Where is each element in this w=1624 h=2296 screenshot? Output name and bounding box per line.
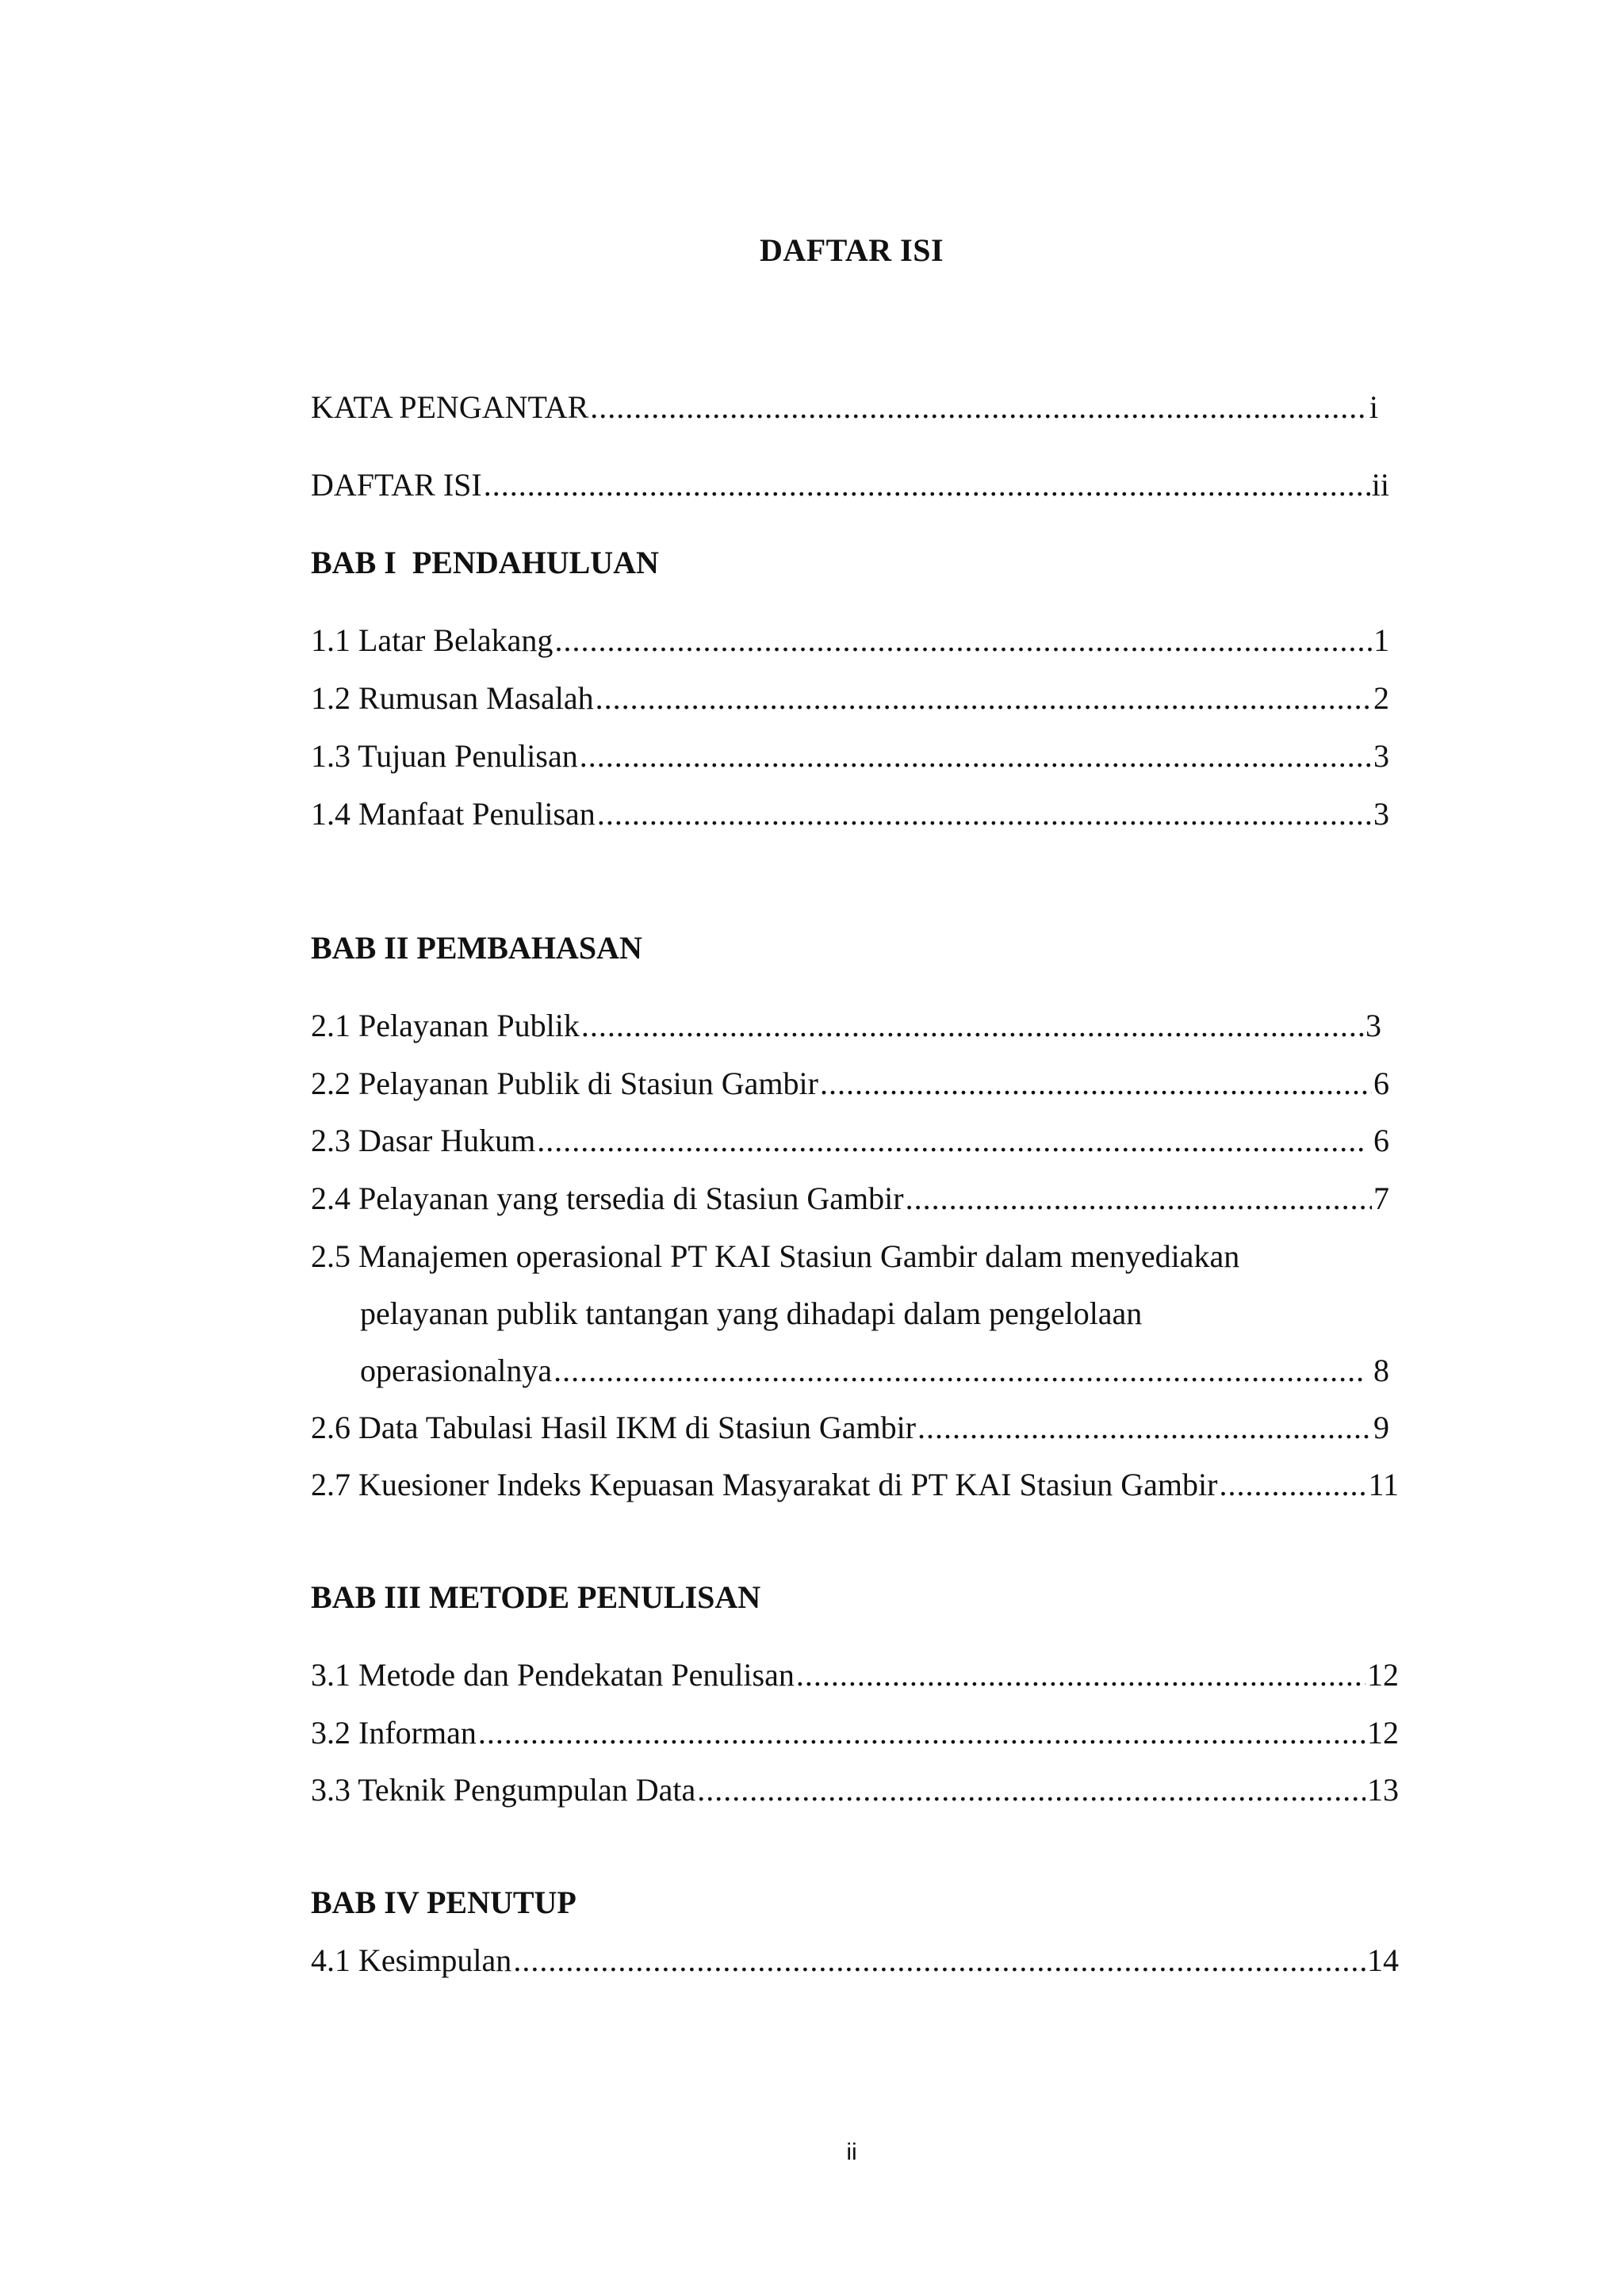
toc-entry[interactable] (311, 737, 1389, 775)
dot-leader (796, 1656, 1365, 1694)
toc-entry[interactable] (311, 795, 1389, 833)
dot-leader (917, 1409, 1372, 1447)
toc-entry-label: KATA PENGANTAR (311, 389, 589, 425)
toc-entry[interactable] (311, 1771, 1399, 1809)
toc-entry-label: 2.3 Dasar Hukum (311, 1123, 536, 1158)
toc-entry[interactable] (311, 622, 1389, 660)
toc-entry-page: 3 (1365, 1008, 1381, 1043)
dot-leader (1219, 1466, 1366, 1504)
page-number-footer: ii (846, 2139, 857, 2165)
toc-entry[interactable] (311, 1007, 1381, 1045)
toc-entry-page: 14 (1367, 1942, 1399, 1978)
toc-entry-label: 2.4 Pelayanan yang tersedia di Stasiun Gambir (311, 1181, 904, 1216)
dot-leader (597, 795, 1372, 833)
dot-leader (554, 622, 1372, 660)
toc-entry[interactable] (311, 1065, 1389, 1103)
chapter-heading[interactable]: BAB IV PENUTUP (311, 1885, 576, 1920)
toc-entry-page: 9 (1373, 1410, 1389, 1445)
chapter-heading[interactable]: BAB III METODE PENULISAN (311, 1579, 761, 1615)
toc-entry-page: i (1369, 389, 1378, 425)
toc-entry-label: 2.7 Kuesioner Indeks Kepuasan Masyarakat di PT KAI Stasiun Gambir (311, 1467, 1218, 1502)
toc-entry-page: 11 (1368, 1467, 1399, 1502)
dot-leader (513, 1942, 1365, 1980)
toc-entry-line[interactable]: pelayanan publik tantangan yang dihadapi dalam pengelolaan (360, 1295, 1143, 1331)
dot-leader (581, 1007, 1364, 1045)
dot-leader (596, 679, 1372, 718)
toc-entry[interactable] (311, 466, 1389, 504)
chapter-heading[interactable]: BAB I PENDAHULUAN (311, 545, 659, 580)
toc-entry-page: 6 (1373, 1066, 1389, 1101)
toc-entry-label: 1.3 Tujuan Penulisan (311, 738, 578, 774)
dot-leader (484, 466, 1370, 504)
toc-entry-page: 6 (1365, 1123, 1389, 1158)
toc-entry[interactable] (311, 1656, 1399, 1694)
dot-leader (590, 388, 1368, 427)
dot-leader (537, 1122, 1364, 1160)
dot-leader (580, 737, 1372, 775)
toc-entry[interactable] (311, 1122, 1389, 1160)
chapter-heading[interactable]: BAB II PEMBAHASAN (311, 930, 642, 966)
toc-entry-label: 1.4 Manfaat Penulisan (311, 796, 596, 832)
toc-entry-label: 3.3 Teknik Pengumpulan Data (311, 1772, 696, 1808)
toc-entry-page: 8 (1365, 1353, 1389, 1388)
toc-entry[interactable] (311, 679, 1389, 718)
toc-entry-label: 1.1 Latar Belakang (311, 622, 553, 658)
toc-entry[interactable] (311, 1942, 1399, 1980)
toc-entry-page: 1 (1373, 622, 1389, 658)
toc-entry-line[interactable]: 2.5 Manajemen operasional PT KAI Stasiun Gambir dalam menyediakan (311, 1238, 1240, 1274)
toc-entry[interactable] (311, 1180, 1389, 1218)
toc-entry-page: 13 (1367, 1772, 1399, 1808)
toc-entry[interactable] (311, 1714, 1399, 1752)
dot-leader (820, 1065, 1372, 1103)
toc-entry-label: 1.2 Rumusan Masalah (311, 680, 594, 716)
toc-entry-label: 2.2 Pelayanan Publik di Stasiun Gambir (311, 1066, 818, 1101)
toc-entry[interactable] (311, 1409, 1389, 1447)
page-title: DAFTAR ISI (759, 232, 944, 268)
toc-entry-label: 4.1 Kesimpulan (311, 1942, 512, 1978)
toc-entry-page: 2 (1373, 680, 1389, 716)
toc-entry-page: ii (1371, 467, 1389, 503)
toc-entry[interactable] (311, 388, 1378, 427)
dot-leader (553, 1352, 1364, 1390)
toc-entry-label: 2.1 Pelayanan Publik (311, 1008, 580, 1043)
dot-leader (478, 1714, 1365, 1752)
toc-entry-label: 3.1 Metode dan Pendekatan Penulisan (311, 1657, 795, 1693)
toc-entry-label: DAFTAR ISI (311, 467, 482, 503)
dot-leader (697, 1771, 1365, 1809)
toc-entry-label: 3.2 Informan (311, 1715, 477, 1751)
toc-entry[interactable] (311, 1466, 1399, 1504)
toc-entry[interactable] (360, 1352, 1389, 1390)
dot-leader (906, 1180, 1372, 1218)
toc-entry-page: 3 (1373, 738, 1389, 774)
toc-entry-page: 12 (1367, 1657, 1399, 1693)
toc-entry-label: operasionalnya (360, 1353, 553, 1388)
toc-entry-label: 2.6 Data Tabulasi Hasil IKM di Stasiun Gambir (311, 1410, 917, 1445)
toc-entry-page: 7 (1373, 1181, 1389, 1216)
toc-entry-page: 3 (1373, 796, 1389, 832)
toc-entry-page: 12 (1367, 1715, 1399, 1751)
